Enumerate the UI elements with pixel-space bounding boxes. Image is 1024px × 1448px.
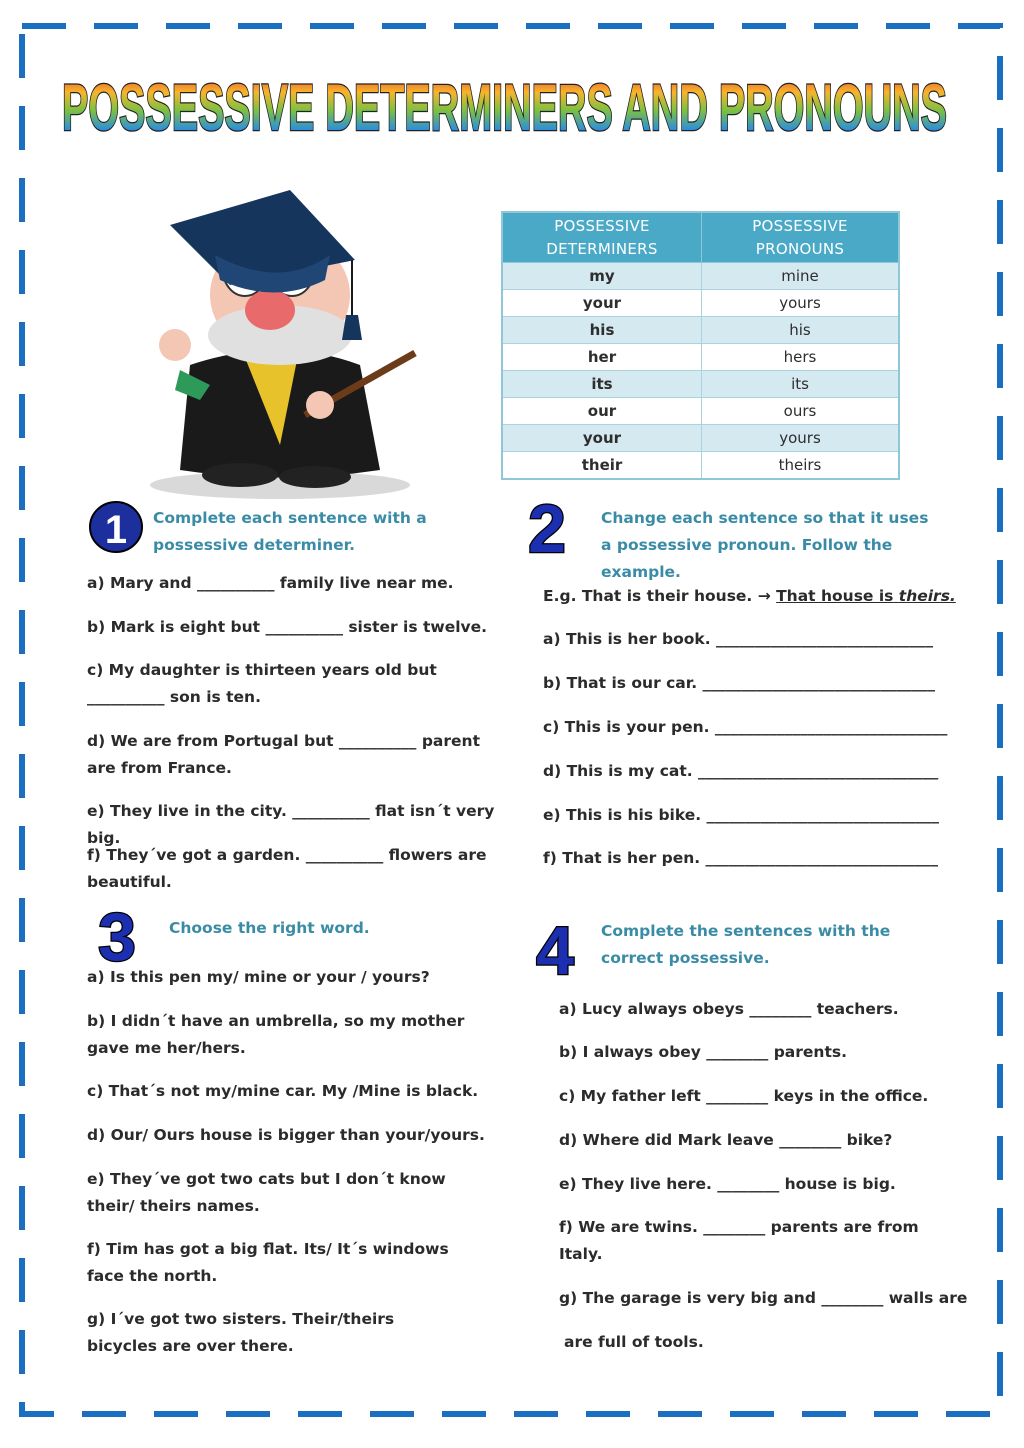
- exercise-2-item: e) This is his bike. ______________________________: [543, 806, 940, 824]
- exercise-1-item: d) We are from Portugal but __________ parent are from France.: [87, 732, 480, 777]
- table-cell: theirs: [702, 452, 900, 480]
- example-answer-end: theirs.: [898, 587, 956, 605]
- exercise-2-item: a) This is her book. ____________________________: [543, 630, 933, 648]
- exercise-1-item: c) My daughter is thirteen years old but __________ son is ten.: [87, 661, 437, 706]
- table-cell: its: [702, 371, 900, 398]
- exercise-1-item: e) They live in the city. __________ flat isn´t very big.: [87, 802, 495, 847]
- svg-text:3: 3: [98, 902, 136, 966]
- exercise-1-number: [88, 500, 144, 554]
- table-cell: their: [502, 452, 702, 480]
- table-cell: mine: [702, 263, 900, 290]
- exercise-2-example: [543, 583, 983, 610]
- exercise-2-instruction: Change each sentence so that it uses a possessive pronoun. Follow the example.: [601, 509, 929, 581]
- exercise-1-instruction: Complete each sentence with a possessive determiner.: [153, 509, 427, 554]
- table-cell: hers: [702, 344, 900, 371]
- page-title: [62, 58, 952, 158]
- table-cell: our: [502, 398, 702, 425]
- teacher-cartoon-icon: [130, 185, 430, 505]
- exercise-1-item: f) They´ve got a garden. __________ flowers are beautiful.: [87, 846, 487, 891]
- exercise-4-item: d) Where did Mark leave ________ bike?: [559, 1131, 893, 1149]
- table-header-determiners: POSSESSIVE DETERMINERS: [502, 212, 702, 263]
- exercise-3-item: f) Tim has got a big flat. Its/ It´s windows face the north.: [87, 1240, 449, 1285]
- example-answer: [776, 587, 956, 605]
- exercise-3-item: b) I didn´t have an umbrella, so my mother gave me her/hers.: [87, 1012, 465, 1057]
- table-row: [502, 290, 899, 317]
- exercise-2-item: f) That is her pen. ______________________________: [543, 849, 939, 867]
- example-prefix: E.g. That is their house. →: [543, 587, 771, 605]
- table-cell: ours: [702, 398, 900, 425]
- exercise-4-item: a) Lucy always obeys ________ teachers.: [559, 1000, 899, 1018]
- table-header-row: [502, 212, 899, 263]
- table-row: [502, 263, 899, 290]
- table-header-pronouns: POSSESSIVE PRONOUNS: [702, 212, 900, 263]
- exercise-4-item: g) The garage is very big and ________ walls are: [559, 1289, 968, 1307]
- exercise-4-item: are full of tools.: [564, 1333, 704, 1351]
- table-row: [502, 452, 899, 480]
- svg-text:1: 1: [104, 508, 128, 552]
- table-cell: its: [502, 371, 702, 398]
- exercise-1-item: b) Mark is eight but __________ sister is twelve.: [87, 618, 488, 636]
- exercise-4-item: e) They live here. ________ house is big.: [559, 1175, 896, 1193]
- svg-text:2: 2: [528, 494, 566, 558]
- possessives-table: [501, 211, 900, 480]
- table-cell: your: [502, 290, 702, 317]
- table-cell: yours: [702, 425, 900, 452]
- exercise-3-item: e) They´ve got two cats but I don´t know their/ theirs names.: [87, 1170, 446, 1215]
- table-cell: my: [502, 263, 702, 290]
- example-answer-start: That house is: [776, 587, 894, 605]
- exercise-2-item: c) This is your pen. ______________________________: [543, 718, 948, 736]
- table-row: [502, 317, 899, 344]
- table-cell: his: [702, 317, 900, 344]
- exercise-4-item: c) My father left ________ keys in the office.: [559, 1087, 929, 1105]
- table-row: [502, 425, 899, 452]
- table-cell: his: [502, 317, 702, 344]
- exercise-4-instruction: Complete the sentences with the correct possessive.: [601, 922, 891, 967]
- exercise-3-item: d) Our/ Ours house is bigger than your/yours.: [87, 1126, 485, 1144]
- table-row: [502, 371, 899, 398]
- exercise-4-item: f) We are twins. ________ parents are from Italy.: [559, 1218, 919, 1263]
- table-cell: your: [502, 425, 702, 452]
- table-cell: yours: [702, 290, 900, 317]
- exercise-3-number: [86, 902, 148, 966]
- exercise-1-item: a) Mary and __________ family live near me.: [87, 574, 454, 592]
- table-row: [502, 344, 899, 371]
- exercise-3-item: g) I´ve got two sisters. Their/theirs bicycles are over there.: [87, 1310, 395, 1355]
- exercise-4-item: b) I always obey ________ parents.: [559, 1043, 847, 1061]
- exercise-3-item: c) That´s not my/mine car. My /Mine is black.: [87, 1082, 479, 1100]
- exercise-4-number: [524, 916, 586, 980]
- exercise-3-instruction: Choose the right word.: [169, 919, 370, 937]
- table-cell: her: [502, 344, 702, 371]
- svg-text:4: 4: [536, 916, 574, 980]
- table-row: [502, 398, 899, 425]
- exercise-2-number: [516, 494, 578, 558]
- exercise-3-item: a) Is this pen my/ mine or your / yours?: [87, 968, 430, 986]
- exercise-2-item: b) That is our car. ______________________________: [543, 674, 935, 692]
- title-text: POSSESSIVE DETERMINERS AND PRONOUNS: [62, 70, 947, 144]
- exercise-2-item: d) This is my cat. _______________________________: [543, 762, 939, 780]
